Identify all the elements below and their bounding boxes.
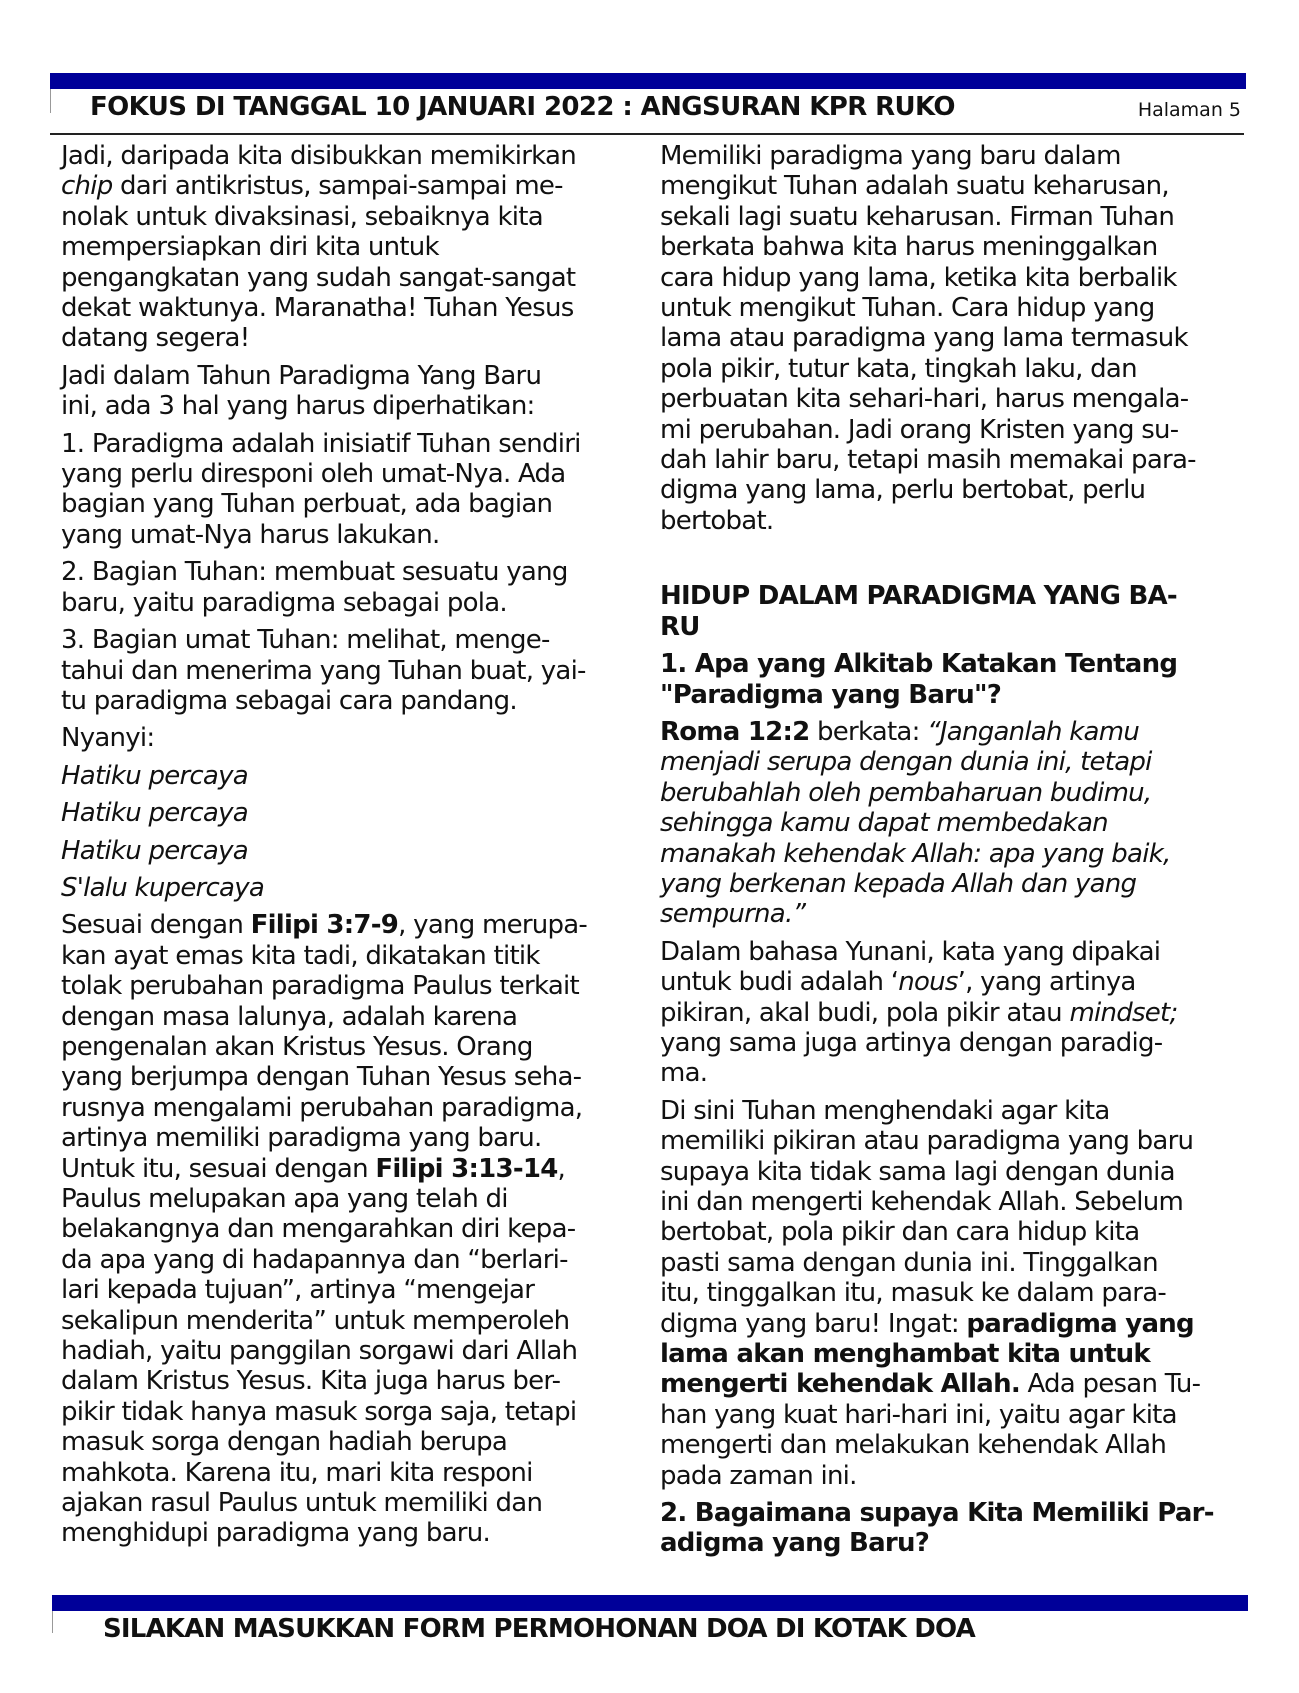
text-line: tahui dan menerima yang Tuhan buat, yai- [61, 655, 586, 686]
text-line: ajakan rasul Paulus untuk memiliki dan [61, 1488, 543, 1519]
text-line: 3. Bagian umat Tuhan: melihat, menge- [61, 625, 550, 656]
text-line [61, 1154, 641, 1184]
footer-notice: SILAKAN MASUKKAN FORM PERMOHONAN DOA DI KOTAK DOA [103, 1614, 975, 1644]
text-line: tu paradigma sebagai cara pandang. [61, 685, 517, 716]
quote-line: manakah kehendak Allah: apa yang baik, [660, 838, 1171, 869]
header-rule [50, 133, 1244, 135]
scripture-reference: Filipi 3:7-9 [250, 910, 399, 941]
text-run: Untuk itu, sesuai dengan [61, 1153, 376, 1184]
song-line [61, 798, 641, 828]
text-line: Memiliki paradigma yang baru dalam [660, 141, 1121, 171]
paragraph-intro [61, 141, 641, 354]
subheading-question-2 [660, 1498, 1240, 1559]
subheading-question-1 [660, 649, 1240, 710]
text-line: yang sama juga artinya dengan paradig- [660, 1027, 1163, 1058]
quote-line: sehingga kamu dapat membedakan [660, 808, 1108, 839]
heading-line: 1. Apa yang Alkitab Katakan Tentang [660, 649, 1178, 680]
text-line: baru, yaitu paradigma sebagai pola. [61, 587, 507, 618]
text-line [660, 998, 1240, 1028]
text-line: ini, ada 3 hal yang harus diperhatikan: [61, 391, 535, 422]
text-line: Nyanyi: [61, 723, 155, 754]
text-line: mempersiapkan diri kita untuk [61, 232, 439, 263]
point-2 [61, 557, 641, 618]
text-line [61, 171, 641, 201]
text-line [660, 967, 1240, 997]
text-line: Dalam bahasa Yunani, kata yang dipakai [660, 936, 1161, 967]
scripture-reference: Filipi 3:13-14 [375, 1153, 558, 1184]
quote-line: sempurna.” [660, 899, 806, 930]
italic-term: mindset; [1069, 997, 1178, 1028]
text-run: pikiran, akal budi, pola pikir atau [660, 997, 1070, 1028]
text-line: pola pikir, tutur kata, tingkah laku, dan [660, 353, 1137, 384]
text-line: pada zaman ini. [660, 1460, 857, 1491]
page-number: Halaman 5 [1137, 99, 1241, 121]
text-line: Jadi, daripada kita disibukkan memikirkan [61, 141, 576, 171]
text-line: masuk sorga dengan hadiah berupa [61, 1427, 508, 1458]
text-line: yang berjumpa dengan Tuhan Yesus seha- [61, 1062, 582, 1093]
paragraph-di-sini [660, 1096, 1240, 1491]
text-line: 2. Bagian Tuhan: membuat sesuatu yang [61, 557, 568, 588]
text-line: Di sini Tuhan menghendaki agar kita [660, 1095, 1110, 1126]
text-line: yang umat-Nya harus lakukan. [61, 519, 440, 550]
quote-line: yang berkenan kepada Allah dan yang [660, 868, 1137, 899]
text-line: memiliki pikiran atau paradigma yang baru [660, 1126, 1194, 1157]
text-line: pengangkatan yang sudah sangat-sangat [61, 262, 576, 293]
text-line: bertobat, pola pikir dan cara hidup kita [660, 1217, 1140, 1248]
text-run: , [557, 1153, 566, 1184]
text-run: berkata: [809, 716, 928, 747]
text-line: 1. Paradigma adalah inisiatif Tuhan sendiri [61, 428, 581, 459]
text-line: Paulus melupakan apa yang telah di [61, 1184, 508, 1214]
text-line: lama atau paradigma yang lama termasuk [660, 323, 1188, 354]
text-line: kan ayat emas kita tadi, dikatakan titik [61, 940, 540, 971]
emphasis-run: paradigma yang [966, 1308, 1194, 1339]
page-title: FOKUS DI TANGGAL 10 JANUARI 2022 : ANGSURAN KPR RUKO [90, 92, 955, 122]
text-line: supaya kita tidak sama lagi dengan dunia [660, 1156, 1175, 1187]
text-line: rusnya mengalami perubahan paradigma, [61, 1092, 583, 1123]
header-bar [50, 73, 1246, 89]
text-line: mengikut Tuhan adalah suatu keharusan, [660, 171, 1169, 202]
quote-line: berubahlah oleh pembaharuan budimu, [660, 777, 1152, 808]
text-line: lari kepada tujuan”, artinya “mengejar [61, 1275, 535, 1306]
text-run: untuk budi adalah ‘ [660, 967, 899, 998]
quote-run: “Janganlah kamu [927, 716, 1140, 747]
paragraph-roma [660, 717, 1240, 930]
paragraph-yunani [660, 937, 1240, 1089]
text-line [61, 910, 641, 940]
text-line: Hatiku percaya [61, 798, 248, 829]
text-line: pasti sama dengan dunia ini. Tinggalkan [660, 1247, 1158, 1278]
right-column [660, 141, 1240, 1566]
text-line [660, 717, 1240, 747]
text-line: mahkota. Karena itu, mari kita responi [61, 1457, 533, 1488]
song-line [61, 761, 641, 791]
text-line: itu, tinggalkan itu, masuk ke dalam para- [660, 1278, 1167, 1309]
text-line: Hatiku percaya [61, 835, 248, 866]
text-line: yang perlu diresponi oleh umat-Nya. Ada [61, 459, 566, 490]
text-line: cara hidup yang lama, ketika kita berbalik [660, 262, 1177, 293]
text-line: bertobat. [660, 505, 774, 536]
header-left-border [50, 89, 51, 113]
section-heading [660, 581, 1240, 642]
text-line: datang segera! [61, 323, 250, 354]
italic-term: nous [898, 967, 958, 998]
quote-line: menjadi serupa dengan dunia ini, tetapi [660, 747, 1152, 778]
text-run: digma yang baru! Ingat: [660, 1308, 967, 1339]
text-line [660, 1309, 1240, 1339]
heading-line: "Paradigma yang Baru"? [660, 679, 1002, 710]
text-line: sekalipun menderita” untuk memperoleh [61, 1305, 570, 1336]
text-line: mi perubahan. Jadi orang Kristen yang su- [660, 414, 1179, 445]
text-line: hadiah, yaitu panggilan sorgawi dari Allah [61, 1336, 578, 1367]
paragraph-three-points-intro [61, 361, 641, 422]
text-line: nolak untuk divaksinasi, sebaiknya kita [61, 201, 543, 232]
text-line: menghidupi paradigma yang baru. [61, 1518, 490, 1549]
paragraph-filipi [61, 910, 641, 1549]
heading-line: RU [660, 611, 700, 642]
text-line: pikir tidak hanya masuk sorga saja, tetapi [61, 1396, 577, 1427]
text-run: , yang merupa- [398, 910, 588, 941]
footer-left-border [52, 1611, 53, 1633]
text-run: dari antikristus, sampai-sampai me- [112, 171, 563, 202]
text-line: da apa yang di hadapannya dan “berlari- [61, 1244, 568, 1275]
text-run: ’, yang artinya [957, 967, 1136, 998]
text-line: perbuatan kita sehari-hari, harus mengala- [660, 384, 1189, 415]
heading-line: HIDUP DALAM PARADIGMA YANG BA- [660, 581, 1177, 612]
text-line: pengenalan akan Kristus Yesus. Orang [61, 1031, 533, 1062]
text-line: dalam Kristus Yesus. Kita juga harus ber- [61, 1366, 561, 1397]
left-column [61, 141, 641, 1556]
text-line: belakangnya dan mengarahkan diri kepa- [61, 1214, 576, 1245]
scripture-reference: Roma 12:2 [660, 716, 810, 747]
text-line: Jadi dalam Tahun Paradigma Yang Baru [61, 360, 542, 391]
song-label [61, 723, 641, 753]
text-line: digma yang lama, perlu bertobat, perlu [660, 475, 1146, 506]
paragraph-new-paradigm [660, 141, 1240, 536]
text-line: dekat waktunya. Maranatha! Tuhan Yesus [61, 293, 574, 324]
text-line: mengerti dan melakukan kehendak Allah [660, 1430, 1167, 1461]
italic-term: chip [61, 171, 113, 202]
heading-line: 2. Bagaimana supaya Kita Memiliki Par- [660, 1498, 1214, 1529]
text-line: S'lalu kupercaya [61, 872, 265, 903]
text-line: han yang kuat hari-hari ini, yaitu agar kita [660, 1399, 1177, 1430]
emphasis-run: mengerti kehendak Allah. [660, 1369, 1020, 1400]
emphasis-line: lama akan menghambat kita untuk [660, 1339, 1150, 1370]
heading-line: adigma yang Baru? [660, 1528, 930, 1559]
point-1 [61, 429, 641, 551]
text-line: ma. [660, 1058, 708, 1089]
section-spacer [660, 543, 1240, 581]
text-line: dah lahir baru, tetapi masih memakai para- [660, 445, 1196, 476]
song-line [61, 873, 641, 903]
text-run: Sesuai dengan [61, 910, 251, 941]
point-3 [61, 625, 641, 716]
text-line: dengan masa lalunya, adalah karena [61, 1001, 518, 1032]
footer-bar [52, 1595, 1248, 1611]
song-line [61, 836, 641, 866]
text-line: bagian yang Tuhan perbuat, ada bagian [61, 489, 553, 520]
text-line: untuk mengikut Tuhan. Cara hidup yang [660, 293, 1155, 324]
text-line: berkata bahwa kita harus meninggalkan [660, 232, 1158, 263]
text-line: sekali lagi suatu keharusan. Firman Tuhan [660, 201, 1175, 232]
text-line: artinya memiliki paradigma yang baru. [61, 1123, 542, 1154]
text-line: ini dan mengerti kehendak Allah. Sebelum [660, 1187, 1184, 1217]
text-line: tolak perubahan paradigma Paulus terkait [61, 971, 579, 1002]
text-run: Ada pesan Tu- [1019, 1369, 1201, 1400]
text-line: Hatiku percaya [61, 760, 248, 791]
text-line [660, 1369, 1240, 1399]
